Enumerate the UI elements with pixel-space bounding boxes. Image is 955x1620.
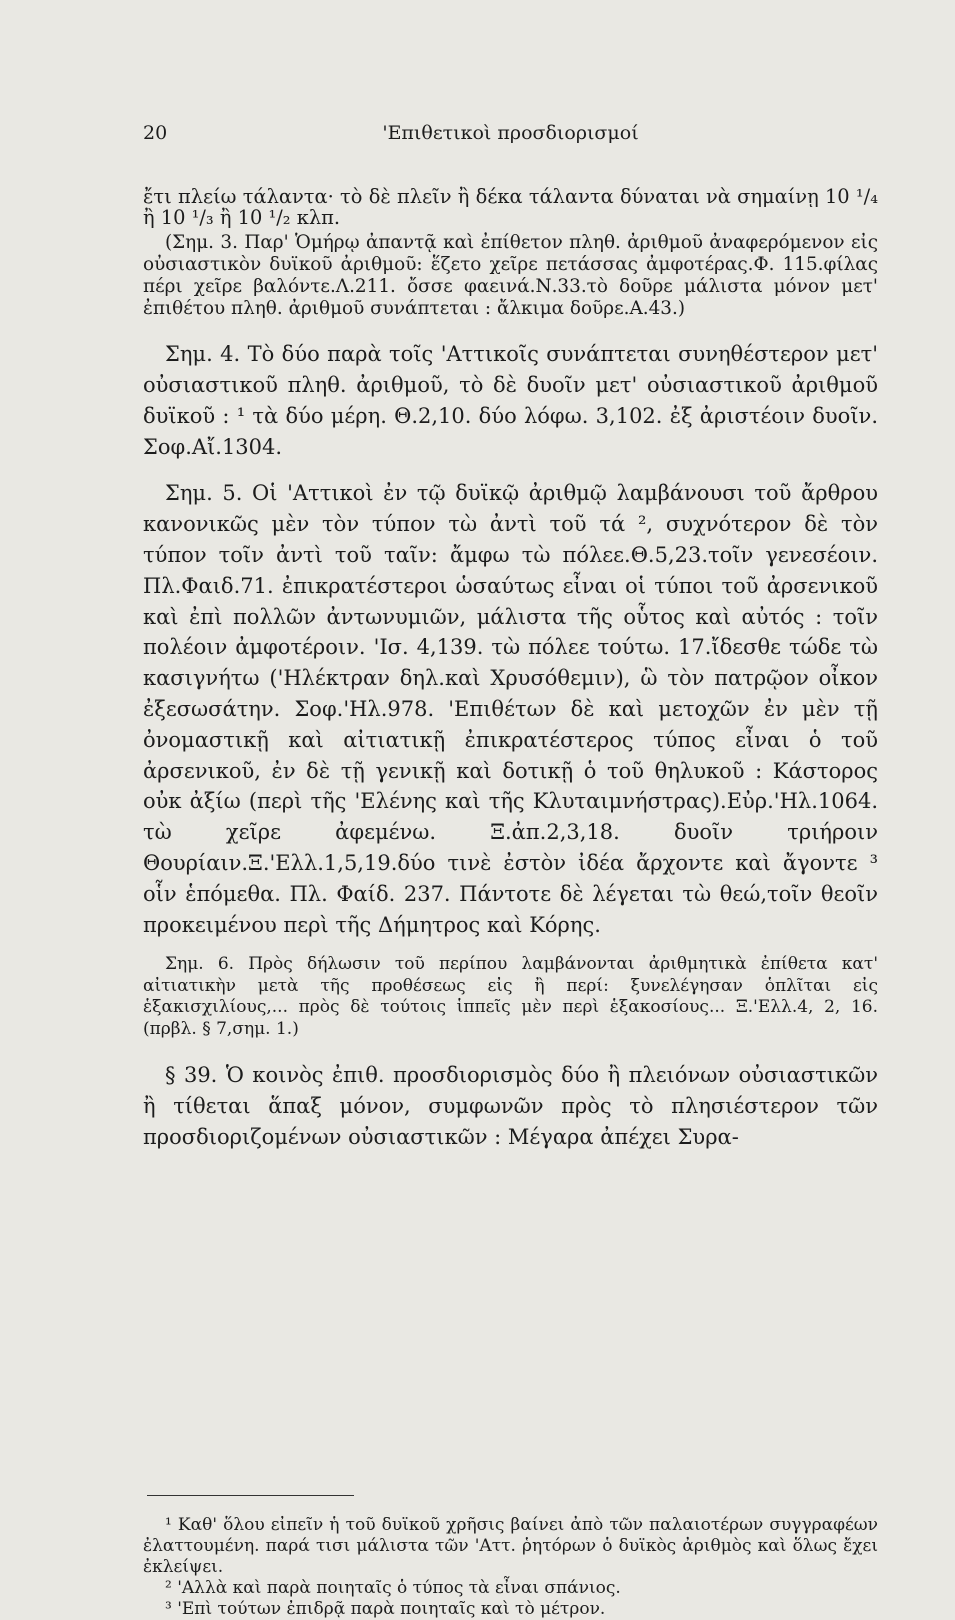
running-title: 'Επιθετικοὶ προσδιορισμοί (382, 122, 639, 144)
note-5: Σημ. 5. Οἱ 'Αττικοὶ ἐν τῷ δυϊκῷ ἀριθμῷ λαμβάνουσι τοῦ ἄρθρου κανονικῶς μὲν τὸν τύπον τὼ ἀντὶ τοῦ τά ², συχνότερον δὲ τὸν τύπον τοῖν ἀντὶ τοῦ ταῖν: ἄμφω τὼ πόλεε.Θ.5,23.τοῖν γενεσέοιν. Πλ.Φαιδ.71. ἐπικρατέστεροι ὡσαύτως εἶναι οἱ τύποι τοῦ ἀρσενικοῦ καὶ ἐπὶ πολλῶν ἀντωνυμιῶν, μάλιστα τῆς οὗτος καὶ αὐτός : τοῖν πολέοιν ἀμφοτέροιν. 'Ισ. 4,139. τὼ πόλεε τούτω. 17.ἴδεσθε τώδε τὼ κασιγνήτω ('Ηλέκτραν δηλ.καὶ Χρυσόθεμιν), ὣ τὸν πατρῷον οἶκον ἐξεσωσάτην. Σοφ.'Ηλ.978. 'Επιθέτων δὲ καὶ μετοχῶν ἐν μὲν τῇ ὀνομαστικῇ καὶ αἰτιατικῇ ἐπικρατέστερος τύπος εἶναι ὁ τοῦ ἀρσενικοῦ, ἐν δὲ τῇ γενικῇ καὶ δοτικῇ ὁ τοῦ θηλυκοῦ : Κάστορος οὐκ ἀξίω (περὶ τῆς 'Ελένης καὶ τῆς Κλυταιμνήστρας).Εὐρ.'Ηλ.1064. τὼ χεῖρε ἀφεμένω. Ξ.ἀπ.2,3,18. δυοῖν τριήροιν Θουρίαιν.Ξ.'Ελλ.1,5,19.δύο τινὲ ἐστὸν ἰδέα ἄρχοντε καὶ ἄγοντε ³ οἷν ἑπόμεθα. Πλ. Φαίδ. 237. Πάντοτε δὲ λέγεται τὼ θεώ,τοῖν θεοῖν προκειμένου περὶ τῆς Δήμητρος καὶ Κόρης. (143, 481, 878, 937)
footnotes (143, 1515, 878, 1620)
note-3: (Σημ. 3. Παρ' Ὁμήρῳ ἀπαντᾷ καὶ ἐπίθετον πληθ. ἀριθμοῦ ἀναφερόμενον εἰς οὐσιαστικὸν δυϊκοῦ ἀριθμοῦ: ἕζετο χεῖρε πετάσσας ἀμφοτέρας.Φ. 115.φίλας πέρι χεῖρε βαλόντε.Λ.211. ὄσσε φαεινά.Ν.33.τὸ δοῦρε μάλιστα μόνον μετ' ἐπιθέτου πληθ. ἀριθμοῦ συνάπτεται : ἄλκιμα δοῦρε.Α.43.) (143, 232, 878, 319)
paragraph-continuation: ἔτι πλείω τάλαντα· τὸ δὲ πλεῖν ἢ δέκα τάλαντα δύναται νὰ σημαίνῃ 10 ¹/₄ ἢ 10 ¹/₃ ἢ 10 ¹/₂ κλπ. (143, 185, 878, 230)
footnote-divider (147, 1495, 354, 1496)
footnote-2: ² 'Αλλὰ καὶ παρὰ ποιηταῖς ὁ τύπος τὰ εἶναι σπάνιος. (165, 1578, 621, 1598)
main-text (143, 186, 878, 1152)
page-number: 20 (143, 122, 168, 144)
section-39: § 39. Ὁ κοινὸς ἐπιθ. προσδιορισμὸς δύο ἢ πλειόνων οὐσιαστικῶν ἢ τίθεται ἅπαξ μόνον, συμφωνῶν πρὸς τὸ πλησιέστερον τῶν προσδιοριζομένων οὐσιαστικῶν : Μέγαρα ἀπέχει Συρα- (143, 1062, 878, 1149)
footnote-1: ¹ Καθ' ὅλου εἰπεῖν ἡ τοῦ δυϊκοῦ χρῆσις βαίνει ἀπὸ τῶν παλαιοτέρων συγγραφέων ἐλαττουμένη. παρά τισι μάλιστα τῶν 'Αττ. ῥητόρων ὁ δυϊκὸς ἀριθμὸς καὶ ὅλως ἔχει ἐκλείψει. (143, 1515, 878, 1577)
note-4: Σημ. 4. Τὸ δύο παρὰ τοῖς 'Αττικοῖς συνάπτεται συνηθέστερον μετ' οὐσιαστικοῦ πληθ. ἀριθμοῦ, τὸ δὲ δυοῖν μετ' οὐσιαστικοῦ ἀριθμοῦ δυϊκοῦ : ¹ τὰ δύο μέρη. Θ.2,10. δύο λόφω. 3,102. ἐξ ἀριστέοιν δυοῖν. Σοφ.Αἴ.1304. (143, 342, 878, 459)
footnote-3: ³ 'Επὶ τούτων ἐπιδρᾷ παρὰ ποιηταῖς καὶ τὸ μέτρον. (165, 1599, 606, 1619)
note-6: Σημ. 6. Πρὸς δήλωσιν τοῦ περίπου λαμβάνονται ἀριθμητικὰ ἐπίθετα κατ' αἰτιατικὴν μετὰ τῆς προθέσεως εἰς ἢ περί: ξυνελέγησαν ὁπλῖται εἰς ἑξακισχιλίους,... πρὸς δὲ τούτοις ἱππεῖς μὲν περὶ ἑξακοσίους... Ξ.'Ελλ.4, 2, 16. (πρβλ. § 7,σημ. 1.) (143, 954, 878, 1039)
